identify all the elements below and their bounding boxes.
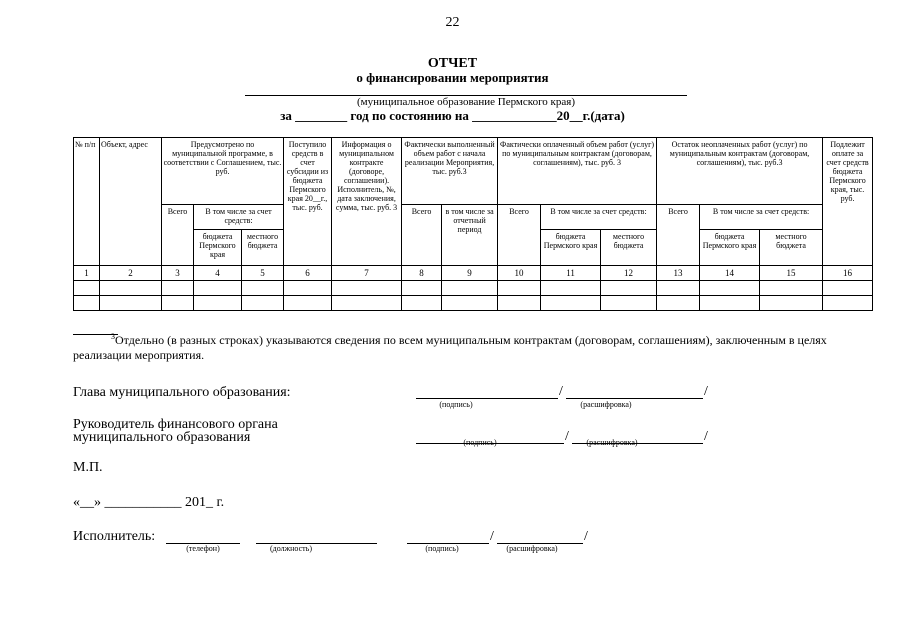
report-subtitle: о финансировании мероприятия	[356, 70, 549, 85]
header-unpaid-local: местного бюджета	[760, 230, 823, 266]
column-number: 4	[194, 266, 242, 281]
report-title: ОТЧЕТ	[427, 56, 478, 71]
slash: /	[704, 429, 708, 444]
position-caption: (должность)	[270, 544, 312, 553]
header-done-period: в том числе за отчетный период	[442, 205, 498, 266]
column-number: 7	[332, 266, 402, 281]
fin-decode-caption: (расшифровка)	[586, 438, 638, 447]
header-contract-info: Информация о муниципальном контракте (договоре, соглашении). Исполнитель, №, дата заключения, сумма, тыс. руб. 3	[332, 138, 402, 266]
header-planned-incl: В том числе за счет средств:	[194, 205, 284, 230]
header-num: № п/п	[74, 138, 100, 266]
header-planned-total: Всего	[162, 205, 194, 266]
slash: /	[490, 529, 494, 544]
executor-label: Исполнитель:	[73, 529, 156, 544]
column-number: 15	[760, 266, 823, 281]
header-planned: Предусмотрено по муниципальной программе, в соответствии с Соглашением, тыс. руб.	[162, 138, 284, 205]
header-paid-total: Всего	[498, 205, 541, 266]
table-row	[74, 296, 873, 311]
footnote	[73, 329, 873, 363]
phone-caption: (телефон)	[186, 544, 220, 553]
municipality-caption: (муниципальное образование Пермского края)	[356, 96, 576, 108]
column-number: 3	[162, 266, 194, 281]
header-object: Объект, адрес	[100, 138, 162, 266]
header-received: Поступило средств в счет субсидии из бюджета Пермского края 20__г., тыс. руб.	[284, 138, 332, 266]
footnote-text: Отдельно (в разных строках) указываются сведения по всем муниципальным контрактам (договорам, соглашениям), заключенным в целях реализации мероприятия.	[73, 333, 827, 362]
fin-label-1: Руководитель финансового органа	[73, 417, 278, 432]
column-number: 12	[601, 266, 657, 281]
slash: /	[559, 384, 563, 399]
header-paid: Фактически оплаченный объем работ (услуг) по муниципальным контрактам (договорам, соглашениям), тыс. руб. 3	[498, 138, 657, 205]
column-numbers-row	[74, 266, 873, 281]
column-number: 13	[657, 266, 700, 281]
slash: /	[565, 429, 569, 444]
fin-signature-caption: (подпись)	[463, 438, 497, 447]
header-unpaid: Остаток неоплаченных работ (услуг) по муниципальным контрактам (договорам, соглашениям), тыс. руб.3	[657, 138, 823, 205]
header-unpaid-incl: В том числе за счет средств:	[700, 205, 823, 230]
date-line: «__» ___________ 201_ г.	[73, 495, 225, 510]
head-decode-caption: (расшифровка)	[580, 400, 632, 409]
header-unpaid-regional: бюджета Пермского края	[700, 230, 760, 266]
column-number: 14	[700, 266, 760, 281]
column-number: 16	[823, 266, 873, 281]
column-number: 10	[498, 266, 541, 281]
head-decode-line[interactable]	[566, 398, 703, 399]
executor-signature-caption: (подпись)	[425, 544, 459, 553]
financing-table	[73, 137, 873, 311]
head-signature-caption: (подпись)	[439, 400, 473, 409]
column-number: 6	[284, 266, 332, 281]
slash: /	[584, 529, 588, 544]
header-paid-regional: бюджета Пермского края	[541, 230, 601, 266]
header-unpaid-total: Всего	[657, 205, 700, 266]
header-planned-regional: бюджета Пермского края	[194, 230, 242, 266]
header-to-pay: Подлежит оплате за счет средств бюджета Пермского края, тыс. руб.	[823, 138, 873, 266]
column-number: 11	[541, 266, 601, 281]
header-done: Фактически выполненный объем работ с начала реализации Мероприятия, тыс. руб.3	[402, 138, 498, 205]
header-paid-local: местного бюджета	[601, 230, 657, 266]
column-number: 9	[442, 266, 498, 281]
period-line: за ________ год по состоянию на _____________20__г.(дата)	[280, 108, 625, 123]
page-number: 22	[445, 15, 460, 30]
stamp-label: М.П.	[73, 460, 103, 475]
head-label: Глава муниципального образования:	[73, 385, 291, 400]
fin-label-2: муниципального образования	[73, 430, 251, 445]
header-planned-local: местного бюджета	[242, 230, 284, 266]
column-number: 1	[74, 266, 100, 281]
footnote-mark: 3	[111, 332, 115, 341]
header-paid-incl: В том числе за счет средств:	[541, 205, 657, 230]
column-number: 8	[402, 266, 442, 281]
table-row	[74, 281, 873, 296]
executor-decode-caption: (расшифровка)	[506, 544, 558, 553]
column-number: 5	[242, 266, 284, 281]
head-signature-line[interactable]	[416, 398, 558, 399]
header-done-total: Всего	[402, 205, 442, 266]
column-number: 2	[100, 266, 162, 281]
slash: /	[704, 384, 708, 399]
